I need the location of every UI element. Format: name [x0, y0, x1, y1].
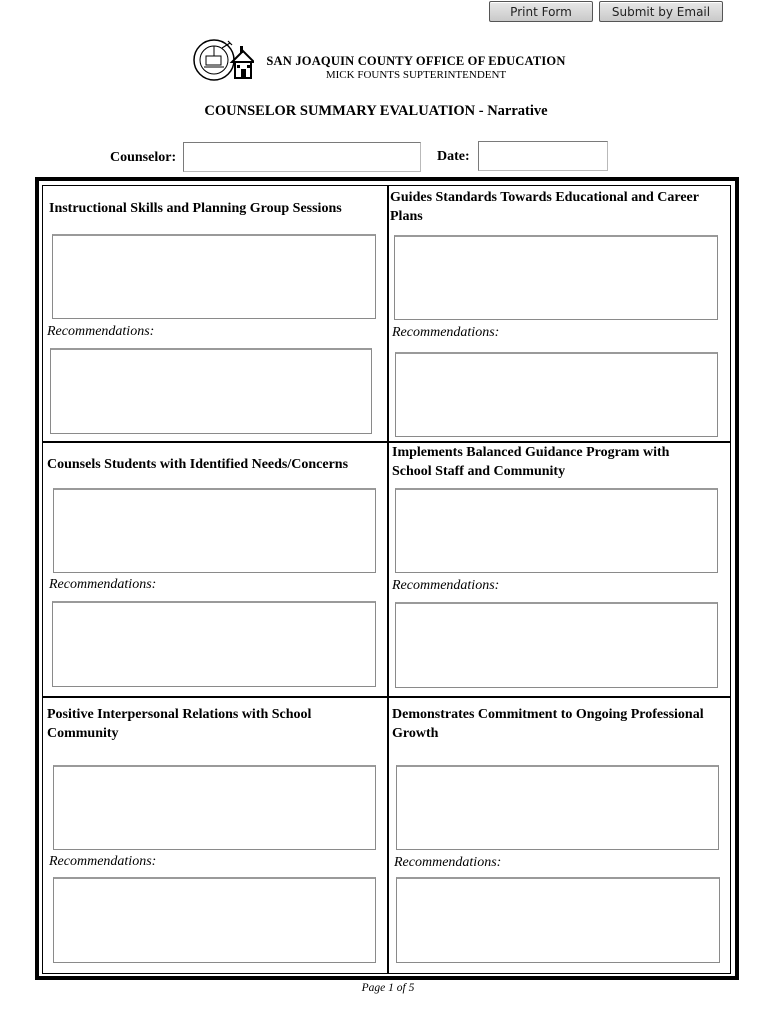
section-title-counsels-students: Counsels Students with Identified Needs/Concerns — [47, 457, 349, 472]
row-divider — [42, 441, 731, 443]
page-number: Page 1 of 5 — [361, 982, 415, 994]
counselor-field[interactable] — [183, 142, 421, 172]
submit-by-email-button[interactable]: Submit by Email — [599, 1, 723, 22]
recommendations-label: Recommendations: — [49, 854, 157, 869]
recommendations-label: Recommendations: — [47, 324, 155, 339]
recommendations-box[interactable] — [395, 602, 718, 688]
section-title-instructional-skills: Instructional Skills and Planning Group Sessions — [49, 201, 342, 216]
recommendations-box[interactable] — [52, 601, 376, 687]
recommendations-box[interactable] — [50, 348, 372, 434]
section-title-interpersonal-relations: Positive Interpersonal Relations with School Community — [47, 707, 312, 741]
date-label: Date: — [437, 149, 470, 164]
organization-name: SAN JOAQUIN COUNTY OFFICE OF EDUCATION — [266, 54, 566, 68]
recommendations-label: Recommendations: — [392, 325, 500, 340]
narrative-box[interactable] — [53, 765, 376, 850]
date-field[interactable] — [478, 141, 608, 171]
section-title-professional-growth: Demonstrates Commitment to Ongoing Professional Growth — [392, 707, 704, 741]
section-title-balanced-guidance: Implements Balanced Guidance Program with School Staff and Community — [392, 445, 670, 479]
recommendations-box[interactable] — [53, 877, 376, 963]
counselor-label: Counselor: — [110, 150, 177, 165]
recommendations-label: Recommendations: — [392, 578, 500, 593]
narrative-box[interactable] — [52, 234, 376, 319]
recommendations-box[interactable] — [395, 352, 718, 437]
recommendations-label: Recommendations: — [49, 577, 157, 592]
column-divider — [387, 697, 389, 974]
document-title: COUNSELOR SUMMARY EVALUATION - Narrative — [204, 103, 548, 119]
narrative-box[interactable] — [53, 488, 376, 573]
row-divider — [42, 696, 731, 698]
section-title-guides-standards: Guides Standards Towards Educational and Career Plans — [390, 190, 699, 224]
print-form-button[interactable]: Print Form — [489, 1, 593, 22]
recommendations-box[interactable] — [396, 877, 720, 963]
narrative-box[interactable] — [395, 488, 718, 573]
narrative-box[interactable] — [396, 765, 719, 850]
narrative-box[interactable] — [394, 235, 718, 320]
recommendations-label: Recommendations: — [394, 855, 502, 870]
superintendent-line: MICK FOUNTS SUPTERINTENDENT — [325, 69, 507, 81]
